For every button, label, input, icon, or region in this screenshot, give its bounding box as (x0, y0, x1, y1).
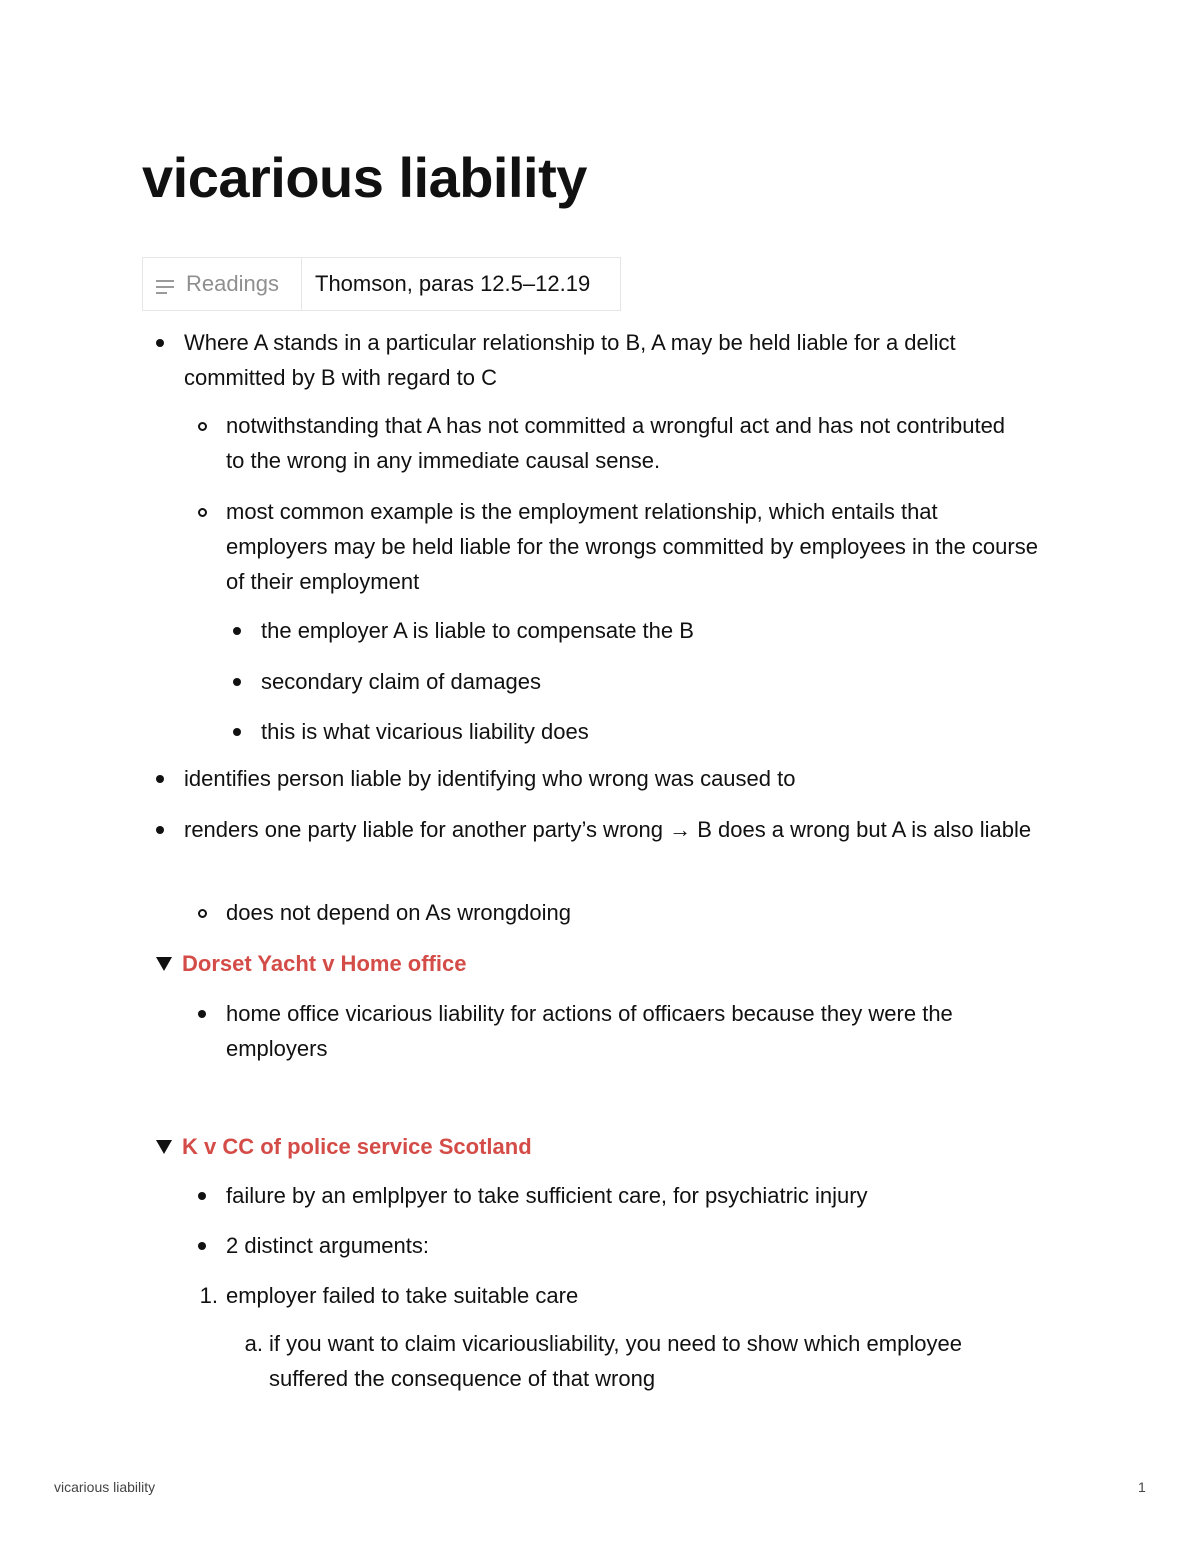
property-name: Readings (186, 271, 279, 296)
property-value: Thomson, paras 12.5–12.19 (315, 271, 591, 296)
list-item (184, 325, 1024, 395)
list-item (226, 1228, 1026, 1263)
list-item-text: Where A stands in a particular relationship to B, A may be held liable for a delict committed by B with regard to C (184, 330, 956, 390)
list-item-text: most common example is the employment relationship, which entails that employers may be held liable for the wrongs committed by employees in the course of their employment (226, 499, 1038, 594)
text-list-icon (156, 280, 174, 294)
numbered-item (199, 1278, 1026, 1313)
toggle-k-v-cc[interactable] (182, 1129, 1022, 1164)
list-item-text: notwithstanding that A has not committed a wrongful act and has not contributed to the wrong in any immediate causal sense. (226, 413, 1006, 473)
list-item-text: if you want to claim vicariousliability, you need to show which employee suffered the consequence of that wrong (269, 1331, 962, 1391)
list-item-text: identifies person liable by identifying who wrong was caused to (184, 766, 796, 791)
page-number: 1 (1138, 1479, 1146, 1495)
numbered-item (244, 1326, 989, 1396)
list-item-text: failure by an emlplpyer to take sufficient care, for psychiatric injury (226, 1183, 868, 1208)
bullet-icon (198, 422, 207, 431)
property-table (142, 257, 621, 311)
footer-title: vicarious liability (54, 1479, 156, 1495)
bullet-icon (233, 678, 241, 686)
bullet-icon (198, 1010, 206, 1018)
list-item-text: 2 distinct arguments: (226, 1233, 429, 1258)
list-item-text: this is what vicarious liability does (261, 719, 589, 744)
bullet-icon (198, 508, 207, 517)
list-item-text: home office vicarious liability for actions of officaers because they were the employers (226, 1001, 953, 1061)
bullet-icon (156, 339, 164, 347)
page-title: vicarious liability (142, 146, 587, 209)
list-item-text: renders one party liable for another party’s wrong → B does a wrong but A is also liable (184, 817, 1032, 842)
list-number: 1. (199, 1283, 218, 1308)
list-item (261, 613, 1021, 648)
bullet-icon (198, 909, 207, 918)
list-item-text: the employer A is liable to compensate the B (261, 618, 694, 643)
bullet-icon (198, 1242, 206, 1250)
property-name-cell[interactable] (143, 258, 302, 310)
triangle-down-icon[interactable] (156, 957, 172, 971)
list-item (226, 408, 1026, 478)
toggle-heading: K v CC of police service Scotland (182, 1134, 532, 1159)
list-item (226, 996, 1046, 1066)
list-item (226, 1178, 1026, 1213)
toggle-heading: Dorset Yacht v Home office (182, 951, 467, 976)
bullet-icon (156, 826, 164, 834)
list-item (226, 494, 1044, 599)
list-letter: a. (244, 1331, 263, 1356)
bullet-icon (233, 728, 241, 736)
list-item-text: secondary claim of damages (261, 669, 542, 694)
list-item (261, 664, 1021, 699)
list-item-text: does not depend on As wrongdoing (226, 900, 571, 925)
property-value-cell[interactable] (302, 258, 620, 310)
list-item (226, 895, 1026, 930)
list-item (184, 761, 1024, 796)
bullet-icon (198, 1192, 206, 1200)
bullet-icon (156, 775, 164, 783)
bullet-icon (233, 627, 241, 635)
toggle-dorset-yacht[interactable] (182, 946, 1022, 981)
list-item (261, 714, 1021, 749)
list-item (184, 812, 1046, 847)
list-item-text: employer failed to take suitable care (226, 1283, 579, 1308)
triangle-down-icon[interactable] (156, 1140, 172, 1154)
